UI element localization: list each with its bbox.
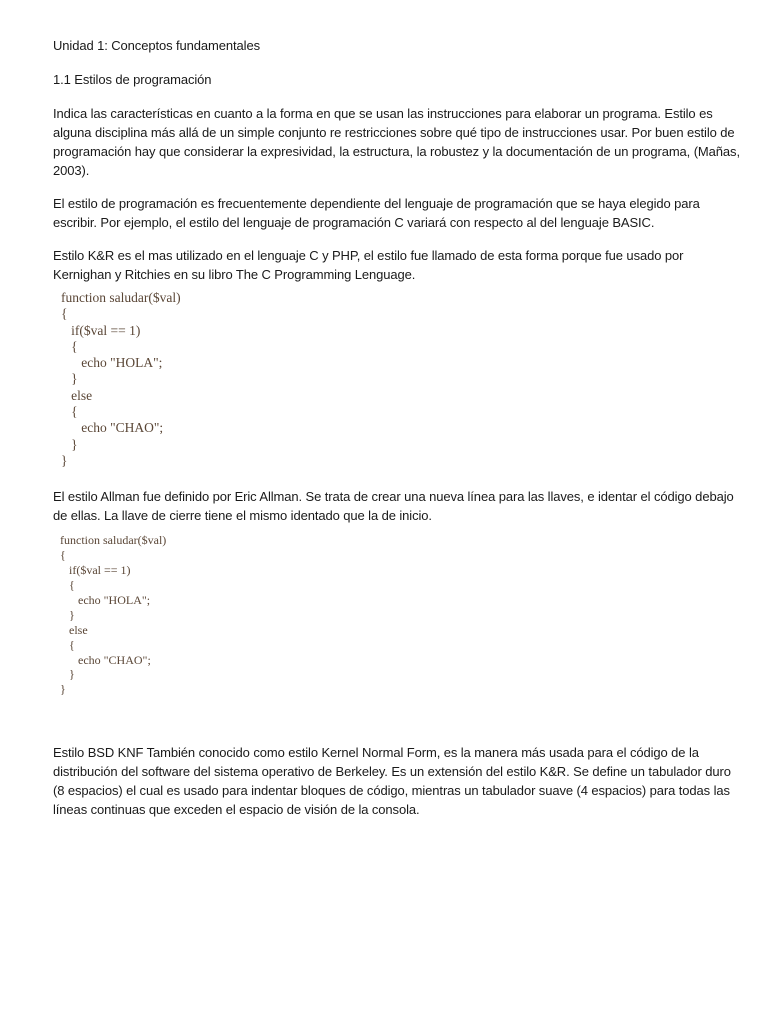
section-heading: 1.1 Estilos de programación [53,72,212,87]
document-title: Unidad 1: Conceptos fundamentales [53,38,261,53]
paragraph-allman-style: El estilo Allman fue definido por Eric Allman. Se trata de crear una nueva línea para las llaves, e identar el código debajo de ellas. La llave de cierre tiene el mismo identado que la de inicio. [53,489,734,524]
code-block-kr: function saludar($val) { if($val == 1) { echo "HOLA"; } else { echo "CHAO"; } } [61,290,181,468]
paragraph-bsd-knf-style: Estilo BSD KNF También conocido como estilo Kernel Normal Form, es la manera más usada para el código de la distribución del software del sistema operativo de Berkeley. Es un extensión del estilo K&R. Se define un tabulador duro (8 espacios) el cual es usado para indentar bloques de código, mientras un tabulador suave (4 espacios) para todas las líneas continuas que exceden el espacio de visión de la consola. [53,745,731,818]
paragraph-kr-style: Estilo K&R es el mas utilizado en el lenguaje C y PHP, el estilo fue llamado de esta forma porque fue usado por Kernighan y Ritchies en su libro The C Programming Lenguage. [53,248,684,282]
paragraph-language-dependence: El estilo de programación es frecuentemente dependiente del lenguaje de programación que se haya elegido para escribir. Por ejemplo, el estilo del lenguaje de programación C variará con respecto al del lenguaje BASIC. [53,196,700,230]
code-block-allman: function saludar($val) { if($val == 1) { echo "HOLA"; } else { echo "CHAO"; } } [60,533,167,697]
paragraph-intro: Indica las características en cuanto a la forma en que se usan las instrucciones para elaborar un programa. Estilo es alguna disciplina más allá de un simple conjunto re restricciones sobre qué tipo de instrucciones usar. Por buen estilo de programación hay que considerar la expresividad, la estructura, la robustez y la documentación de un programa, (Mañas, 2003). [53,106,740,178]
